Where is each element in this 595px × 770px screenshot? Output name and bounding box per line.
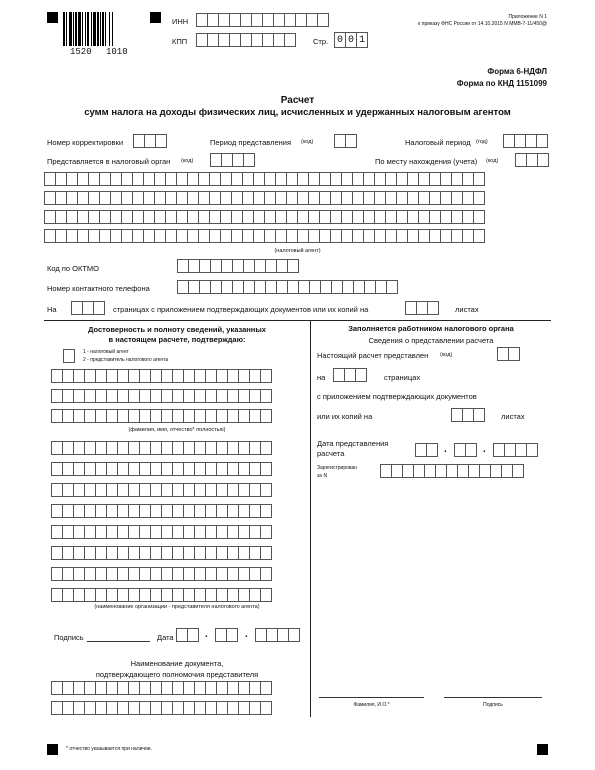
phone-field[interactable] [177, 280, 397, 294]
input-cell[interactable] [226, 628, 238, 642]
signature-label: Подпись [54, 633, 84, 642]
submission-day-field[interactable] [415, 443, 437, 457]
doc-heading-line1: Наименование документа, [130, 659, 224, 668]
corner-marker-bottom-right [537, 744, 548, 755]
left-heading-line1: Достоверность и полноту сведений, указанных [88, 325, 266, 334]
input-cell[interactable] [260, 701, 272, 715]
inn-label: ИНН [172, 17, 189, 26]
rep-org-row[interactable] [51, 546, 271, 560]
column-divider [310, 320, 311, 717]
section-divider [44, 320, 551, 321]
input-cell[interactable] [287, 259, 299, 273]
barcode-number-left: 1520 [70, 47, 92, 57]
correction-field[interactable] [133, 134, 166, 148]
pages-count-field[interactable] [71, 301, 104, 315]
form-name: Форма 6-НДФЛ [487, 67, 547, 76]
submitted-code-field[interactable] [497, 347, 519, 361]
page-digit: 0 [345, 32, 357, 48]
period-label: Период представления [210, 138, 292, 147]
input-cell[interactable] [260, 409, 272, 423]
input-cell[interactable] [345, 134, 357, 148]
registered-label-line2: за N [317, 473, 328, 479]
tax-authority-field[interactable] [210, 153, 254, 167]
input-cell[interactable] [187, 628, 199, 642]
input-cell[interactable] [260, 369, 272, 383]
barcode [63, 12, 113, 46]
submission-year-field[interactable] [493, 443, 537, 457]
date-separator: . [444, 444, 447, 455]
input-cell[interactable] [260, 681, 272, 695]
oktmo-field[interactable] [177, 259, 298, 273]
agent-name-row[interactable] [44, 172, 484, 186]
input-cell[interactable] [260, 525, 272, 539]
barcode-number-right: 1010 [106, 47, 128, 57]
submission-date-label-line2: расчета [317, 449, 345, 458]
barcode-bar [112, 12, 113, 46]
input-cell[interactable] [93, 301, 105, 315]
page-digit: 0 [334, 32, 346, 48]
fio-label: Фамилия, И.О.* [353, 702, 390, 708]
corner-marker-bottom-left [47, 744, 58, 755]
input-cell[interactable] [536, 134, 548, 148]
inn-field[interactable] [196, 13, 328, 27]
input-cell[interactable] [465, 443, 477, 457]
signer-option-2: 2 - представитель налогового агента [83, 357, 169, 363]
sheets-count-field[interactable] [405, 301, 438, 315]
input-cell[interactable] [260, 546, 272, 560]
form-title: Расчет [280, 95, 315, 106]
rep-org-row[interactable] [51, 483, 271, 497]
input-cell[interactable] [526, 443, 538, 457]
tax-authority-label: Представляется в налоговый орган [47, 157, 171, 166]
input-cell[interactable] [473, 191, 485, 205]
copies-label: или их копий на [317, 412, 373, 421]
right-pages-label: страницах [384, 373, 421, 382]
pages-text: страницах с приложением подтверждающих документов или их копий на [113, 305, 369, 314]
signer-fio-row[interactable] [51, 389, 271, 403]
doc-name-row[interactable] [51, 681, 271, 695]
tax-period-code-label: (год) [476, 139, 488, 145]
input-cell[interactable] [427, 301, 439, 315]
input-cell[interactable] [473, 229, 485, 243]
oktmo-label: Код по ОКТМО [47, 264, 100, 273]
agent-name-row[interactable] [44, 210, 484, 224]
location-code-label: (код) [486, 158, 499, 164]
footnote: * отчество указывается при наличии. [66, 746, 152, 752]
page-digit: 1 [356, 32, 368, 48]
signer-fio-row[interactable] [51, 369, 271, 383]
location-field[interactable] [515, 153, 548, 167]
left-heading-line2: в настоящем расчете, подтверждаю: [108, 335, 246, 344]
submission-date-label-line1: Дата представления [317, 439, 389, 448]
input-cell[interactable] [260, 462, 272, 476]
rep-org-row[interactable] [51, 504, 271, 518]
input-cell[interactable] [473, 172, 485, 186]
date-separator: . [205, 629, 208, 640]
doc-name-row[interactable] [51, 701, 271, 715]
rep-org-row[interactable] [51, 567, 271, 581]
input-cell[interactable] [317, 13, 329, 27]
input-cell[interactable] [537, 153, 549, 167]
input-cell[interactable] [386, 280, 398, 294]
input-cell[interactable] [243, 153, 255, 167]
date-month-field[interactable] [215, 628, 237, 642]
input-cell[interactable] [473, 408, 485, 422]
signer-option-1: 1 - налоговый агент [83, 349, 129, 355]
submitted-code-label: (код) [440, 352, 453, 358]
date-year-field[interactable] [255, 628, 299, 642]
location-label: По месту нахождения (учета) [375, 157, 478, 166]
signer-type-field[interactable] [63, 349, 74, 363]
input-cell[interactable] [260, 441, 272, 455]
sheets-label: листах [455, 305, 479, 314]
input-cell[interactable] [260, 389, 272, 403]
tax-period-field[interactable] [503, 134, 547, 148]
correction-label: Номер корректировки [47, 138, 124, 147]
agent-name-row[interactable] [44, 191, 484, 205]
input-cell[interactable] [63, 349, 75, 363]
period-field[interactable] [334, 134, 356, 148]
fio-caption: (фамилия, имя, отчество* полностью) [128, 427, 226, 433]
right-subheading: Сведения о представлении расчета [368, 336, 494, 345]
agent-caption: (налоговый агент) [274, 248, 321, 254]
rep-org-row[interactable] [51, 462, 271, 476]
input-cell[interactable] [260, 483, 272, 497]
attachments-label: с приложением подтверждающих документов [317, 392, 477, 401]
kpp-field[interactable] [196, 33, 295, 47]
fio-line[interactable] [319, 697, 424, 698]
submitted-label: Настоящий расчет представлен [317, 351, 429, 360]
official-signature-line[interactable] [444, 697, 542, 698]
right-on-label: на [317, 373, 326, 382]
input-cell[interactable] [284, 33, 296, 47]
registered-label-line1: Зарегистрирован [317, 465, 358, 471]
signer-fio-row[interactable] [51, 409, 271, 423]
right-pages-field[interactable] [333, 368, 366, 382]
input-cell[interactable] [155, 134, 167, 148]
right-heading: Заполняется работником налогового органа [348, 324, 514, 333]
input-cell[interactable] [288, 628, 300, 642]
phone-label: Номер контактного телефона [47, 284, 150, 293]
input-cell[interactable] [426, 443, 438, 457]
submission-month-field[interactable] [454, 443, 476, 457]
org-caption: (наименование организации - представителя налогового агента) [94, 604, 260, 610]
rep-org-row[interactable] [51, 588, 271, 602]
rep-org-row[interactable] [51, 441, 271, 455]
date-day-field[interactable] [176, 628, 198, 642]
input-cell[interactable] [355, 368, 367, 382]
agent-name-row[interactable] [44, 229, 484, 243]
page-number-field[interactable] [334, 32, 367, 48]
corner-marker-top-middle [150, 12, 161, 23]
input-cell[interactable] [260, 567, 272, 581]
form-knd: Форма по КНД 1151099 [456, 79, 547, 88]
date-separator: . [245, 629, 248, 640]
corner-marker-top-left [47, 12, 58, 23]
doc-heading-line2: подтверждающего полномочия представителя [95, 670, 259, 679]
tax-period-label: Налоговый период [405, 138, 471, 147]
page-label: Стр. [313, 37, 329, 46]
right-sheets-label: листах [501, 412, 525, 421]
input-cell[interactable] [473, 210, 485, 224]
official-signature-label: Подпись [483, 702, 503, 708]
input-cell[interactable] [260, 504, 272, 518]
rep-org-row[interactable] [51, 525, 271, 539]
appendix-line1: Приложение N 1 [508, 14, 547, 20]
appendix-line2: к приказу ФНС России от 14.10.2015 N ММВ-7-11/450@ [418, 21, 547, 27]
signature-line[interactable] [87, 641, 150, 642]
date-label: Дата [157, 633, 174, 642]
input-cell[interactable] [260, 588, 272, 602]
on-label: На [47, 305, 57, 314]
right-sheets-field[interactable] [451, 408, 484, 422]
input-cell[interactable] [512, 464, 524, 478]
kpp-label: КПП [172, 37, 188, 46]
period-code-label: (код) [301, 139, 314, 145]
tax-authority-code-label: (код) [181, 158, 194, 164]
date-separator: . [483, 444, 486, 455]
form-subtitle: сумм налога на доходы физических лиц, исчисленных и удержанных налоговым агентом [84, 107, 511, 118]
registration-number-field[interactable] [380, 464, 523, 478]
input-cell[interactable] [508, 347, 520, 361]
